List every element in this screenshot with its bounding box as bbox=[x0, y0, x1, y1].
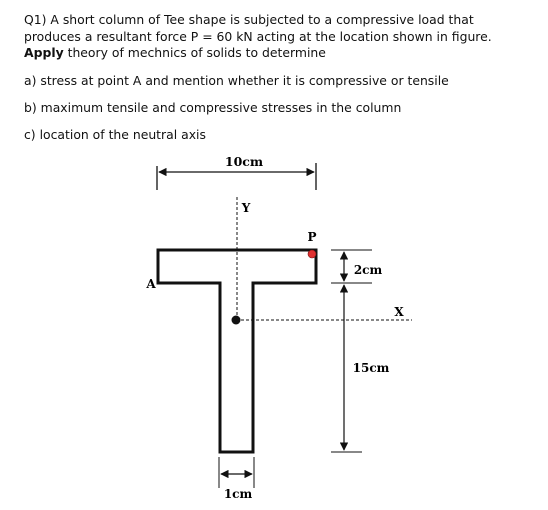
point-a-label: A bbox=[146, 277, 156, 291]
height-label: 15cm bbox=[352, 361, 390, 375]
question-line-3-rest: theory of mechnics of solids to determine bbox=[63, 45, 326, 60]
question-line-2: produces a resultant force P = 60 kN acting at the location shown in figure. bbox=[24, 28, 492, 44]
part-a: a) stress at point A and mention whether it is compressive or tensile bbox=[24, 73, 449, 88]
apply-keyword: Apply bbox=[24, 45, 64, 60]
centroid-dot bbox=[232, 316, 241, 325]
tee-section-outline bbox=[158, 250, 316, 452]
width-label: 10cm bbox=[224, 154, 264, 169]
part-b: b) maximum tensile and compressive stresses in the column bbox=[24, 100, 402, 115]
web-thickness-label: 1cm bbox=[223, 487, 253, 501]
flange-thickness-label: 2cm bbox=[353, 263, 383, 277]
height-dimensions bbox=[331, 250, 372, 452]
y-axis-label: Y bbox=[241, 201, 251, 215]
load-p-label: P bbox=[307, 230, 317, 244]
part-c: c) location of the neutral axis bbox=[24, 127, 206, 142]
question-line-1: Q1) A short column of Tee shape is subjected to a compressive load that bbox=[24, 12, 474, 27]
x-axis-label: X bbox=[394, 305, 404, 319]
web-thickness-dimension bbox=[219, 457, 254, 488]
load-point-marker bbox=[308, 250, 316, 258]
